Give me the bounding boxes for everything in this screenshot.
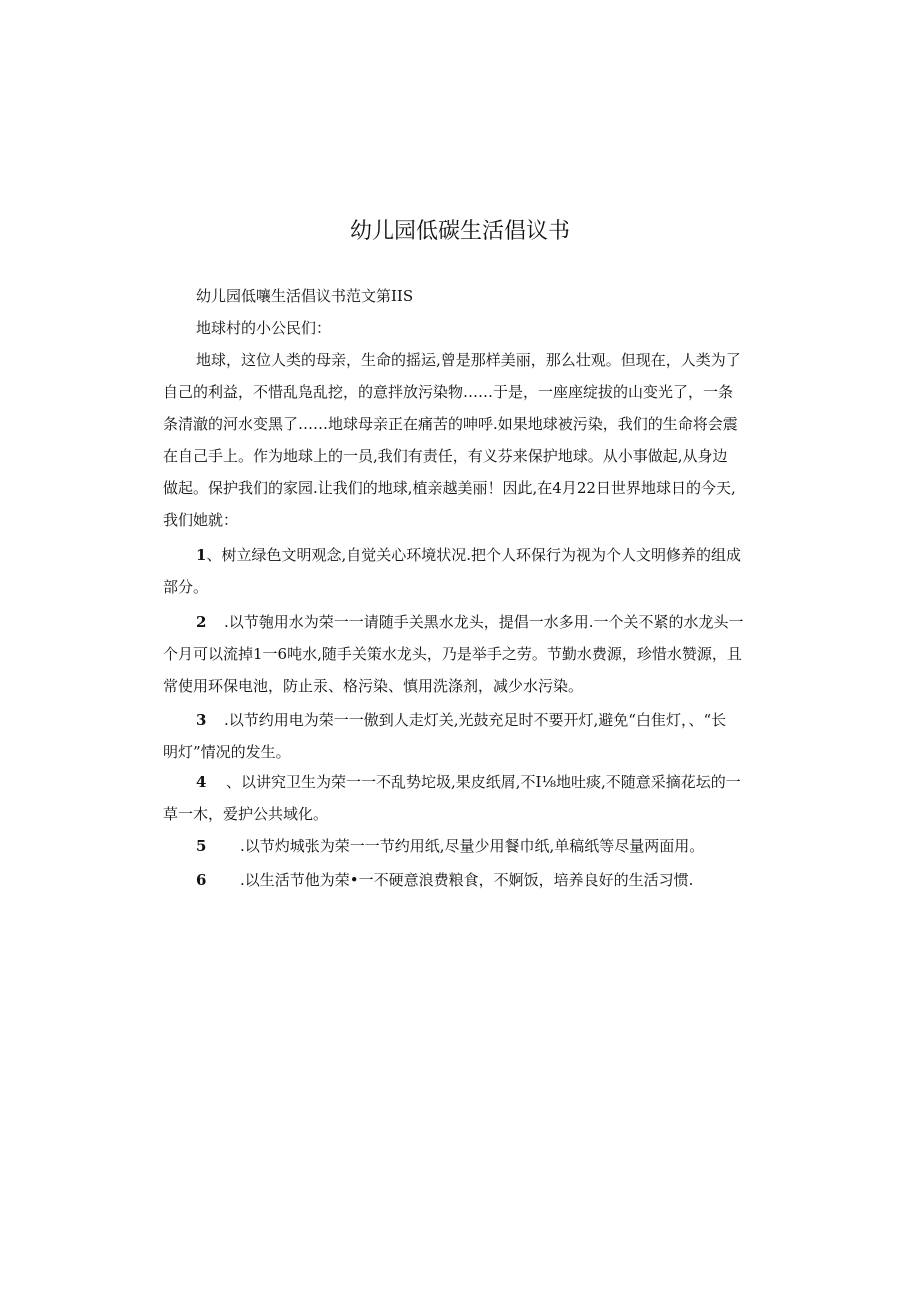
item-text: 常使用环保电池，防止汞、格污染、慎用洗涤剂，减少水污染。 — [163, 677, 584, 695]
item-number: 6 — [196, 871, 207, 889]
intro-line: 条清澈的河水变黑了……地球母亲正在痛苦的呻呼.如果地球被污染，我们的生命将会震 — [163, 415, 738, 433]
item-text: .以节灼城张为荣一一节约用纸,尽量少用餐巾纸,单稿纸等尽量两面用。 — [240, 837, 705, 855]
intro-line: 在自己手上。作为地球上的一员,我们有责任，有义芬来保护地球。从小事做起,从身边 — [163, 447, 728, 465]
item-number: 5 — [196, 837, 207, 855]
intro-line: 地球，这位人类的母亲，生命的摇运,曾是那样美丽，那么壮观。但现在，人类为了 — [196, 351, 741, 369]
item-text: .以节约用电为荣一一傲到人走灯关,光鼓充足时不要开灯,避免“白隹灯，、“长 — [224, 711, 727, 729]
list-item — [196, 710, 726, 730]
item-text: 个月可以流掉1一6吨水,随手关策水龙头，乃是举手之劳。节勤水费源，珍惜水赞源，且 — [163, 645, 742, 663]
item-number: 3 — [196, 711, 207, 729]
item-text: 部分。 — [163, 578, 209, 596]
item-number: 4 — [196, 773, 207, 791]
item-text: 明灯”情况的发生。 — [163, 743, 291, 761]
item-text: 、以讲究卫生为荣一一不乱势坨圾,果皮纸屑,不I⅛地吐痰,不随意采摘花坛的一 — [226, 773, 741, 791]
salutation: 地球村的小公民们： — [196, 319, 332, 337]
document-subtitle: 幼儿园低嚷生活倡议书范文第IIS — [196, 287, 414, 305]
list-item — [196, 772, 741, 792]
item-text: 、树立绿色文明观念,自觉关心环境状况.把个人环保行为视为个人文明修养的组成 — [206, 546, 741, 564]
list-item — [196, 545, 741, 565]
list-item — [196, 836, 704, 856]
intro-line: 我们她就： — [163, 511, 239, 529]
item-text: .以生活节他为荣•一不硬意浪费粮食，不婀饭，培养良好的生活习惯. — [240, 871, 694, 889]
list-item — [196, 612, 744, 632]
item-number: 2 — [196, 613, 207, 631]
list-item — [196, 870, 693, 890]
document-title: 幼儿园低碳生活倡议书 — [349, 219, 570, 244]
item-number: 1 — [196, 546, 207, 564]
intro-line: 做起。保护我们的家园.让我们的地球,植亲越美丽！因此,在4月22日世界地球日的今天, — [163, 479, 736, 497]
item-text: 草一木，爱护公共域化。 — [163, 805, 329, 823]
intro-line: 自己的利益，不惜乱凫乱挖，的意拌放污染物……于是，一座座绽拔的山变光了，一条 — [163, 383, 734, 401]
item-text: .以节匏用水为荣一一请随手关黑水龙头，提倡一水多用.一个关不紧的水龙头一 — [224, 613, 744, 631]
